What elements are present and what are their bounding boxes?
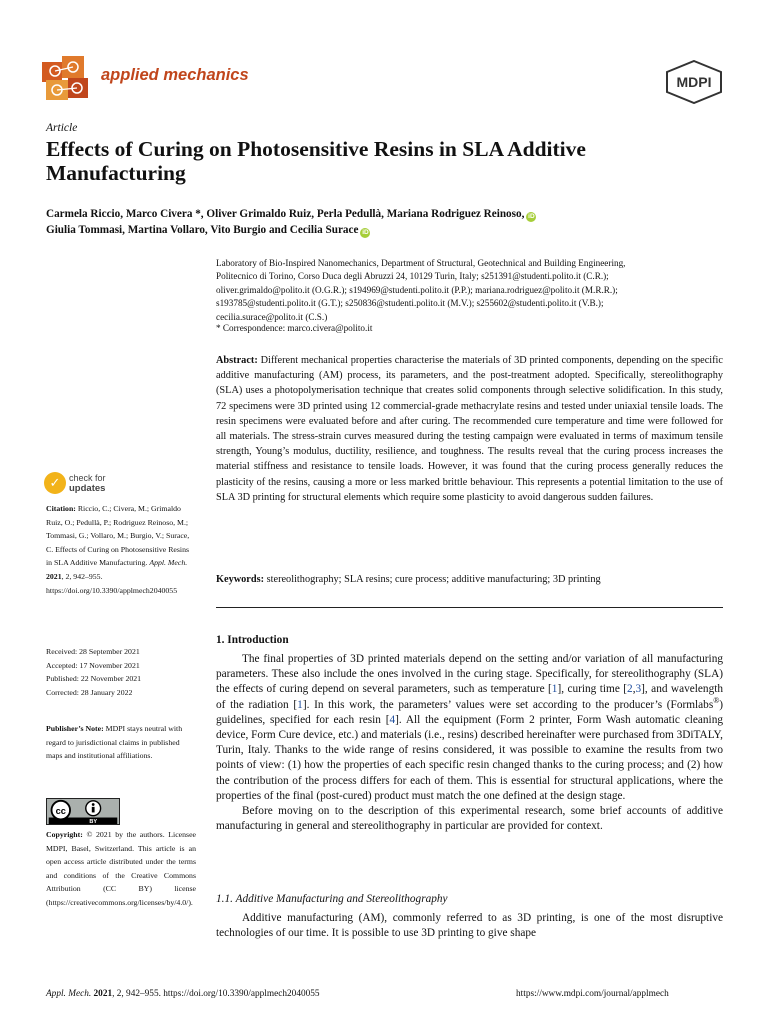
check-for-updates-label: check for updates: [69, 473, 106, 494]
paragraph: Before moving on to the description of this experimental research, some brief accounts of additive manufacturing in general and stereolithography in particular are provided for context.: [216, 805, 723, 833]
mdpi-logo-text: MDPI: [676, 74, 712, 90]
affiliation-line: s193785@studenti.polito.it (G.T.); s250836@studenti.polito.it (M.V.); s255602@studenti.polito.it (V.B.);: [216, 298, 604, 309]
citation-block: Citation: Riccio, C.; Civera, M.; Grimaldo Ruiz, O.; Pedullà, P.; Rodriguez Reinoso, M.; Tommasi, G.; Vollaro, M.; Burgio, V.; Surace, C. Effects of Curing on Photosensitive Resins in SLA Additive Manufacturing. Appl. Mech. 2021, 2, 942–955. https://doi.org/10.3390/applmech2040055: [46, 504, 190, 595]
keywords: [216, 574, 723, 585]
publication-dates: [46, 645, 196, 699]
footer-citation: Appl. Mech. 2021, 2, 942–955. https://doi.org/10.3390/applmech2040055: [46, 989, 320, 999]
svg-text:BY: BY: [89, 819, 98, 825]
check-icon: ✓: [44, 472, 66, 494]
authors-line-1: Carmela Riccio, Marco Civera *, Oliver Grimaldo Ruiz, Perla Pedullà, Mariana Rodriguez Reinoso,: [46, 208, 525, 220]
citation-link[interactable]: 3: [635, 683, 642, 696]
affiliation-line: Laboratory of Bio-Inspired Nanomechanics, Department of Structural, Geotechnical and Building Engineering,: [216, 258, 626, 268]
affiliation-line: cecilia.surace@polito.it (C.S.): [216, 311, 328, 322]
section-heading-introduction: 1. Introduction: [216, 634, 289, 646]
orcid-icon[interactable]: iD: [362, 229, 369, 236]
citation-link[interactable]: 1: [551, 683, 558, 696]
affiliation-line: Politecnico di Torino, Corso Duca degli Abruzzi 24, 10129 Turin, Italy; s251391@studenti.polito.it (C.R.);: [216, 271, 609, 282]
check-for-updates-button[interactable]: [44, 472, 154, 496]
authors-line-2: Giulia Tommasi, Martina Vollaro, Vito Burgio and Cecilia Surace: [46, 224, 359, 236]
citation-link[interactable]: 4: [389, 713, 396, 726]
affiliation: [216, 257, 726, 324]
cc-by-license-icon[interactable]: [46, 798, 120, 825]
footer-journal-link[interactable]: https://www.mdpi.com/journal/applmech: [516, 989, 669, 999]
author-list: [46, 206, 726, 238]
svg-text:cc: cc: [55, 805, 66, 816]
abstract: [216, 353, 723, 505]
abstract-text: Different mechanical properties characterise the materials of 3D printed components, depending on the specific additive manufacturing (AM) process, its parameters, and the post-treatment adopted. Specifically, stereolithography (SLA) uses a photopolymerisation technique that creates solid components through selective solidification. In this study, 72 specimens were 3D printed using 12 commercial-grade methacrylate resins and tested under uniaxial tensile loads. The resin specimens were evaluated before and after curing. The recommended cure temperature and time were followed for all materials. The stress-strain curves measured during the testing campaign were evaluated in terms of maximum tensile strength, Young’s modulus, ductility, resilience, and toughness. The results reveal that the curing process increases the material stiffness and resistance to tensile loads. However, it was found that the curing process generally reduces the plasticity of the resins, causing a more or less marked brittle behaviour. This represents a potential limitation to the use of SLA 3D printing for structural elements which require some plasticity to avoid dangerous sudden failures.: [216, 355, 723, 503]
citation-link[interactable]: 1: [297, 698, 303, 711]
orcid-icon[interactable]: iD: [528, 213, 535, 220]
keywords-text: stereolithography; SLA resins; cure process; additive manufacturing; 3D printing: [266, 574, 601, 585]
divider: [216, 607, 723, 608]
journal-name: applied mechanics: [101, 66, 249, 84]
journal-logo-icon: [42, 56, 90, 100]
mdpi-logo-icon: [665, 60, 723, 104]
correspondence: * Correspondence: marco.civera@polito.it: [216, 323, 373, 333]
corrected-date: Corrected: 28 January 2022: [46, 687, 133, 697]
affiliation-line: oliver.grimaldo@polito.it (O.G.R.); s194969@studenti.polito.it (P.P.); mariana.rodriguez@polito.it (M.R.R.);: [216, 284, 618, 295]
introduction-body: [216, 652, 723, 834]
published-date: Published: 22 November 2021: [46, 674, 142, 684]
keywords-label: Keywords:: [216, 574, 265, 585]
citation-link[interactable]: 2: [627, 683, 633, 696]
received-date: Received: 28 September 2021: [46, 647, 140, 656]
paragraph: The final properties of 3D printed materials depend on the setting and/or variation of all manufacturing parameters. These also include the ones involved in the curing stage. Specifically, for stereolithography (SLA) the effects of curing depend on several parameters, such as temperature [1], curing time [2,3], and wavelength of the radiation [1]. In this work, the parameters’ values were set according to the producer’s (Formlabs®) guidelines, specified for each resin [4]. All the equipment (Form 2 printer, Form Wash automatic cleaning device, Form Cure device, etc.) and materials (i.e., resins) described hereinafter were purchased from 3DiTALY, Turin, Italy. Thanks to the wide range of resins considered, it was possible to examine the results from two points of view: (1) how the properties of each specific resin changed thanks to the curing process; and (2) how the contribution of the process differs for each of them. This is essential for structural applications, where the properties of the final (post-cured) product must match the one defined at the design stage.: [216, 653, 723, 802]
publisher-note: Publisher’s Note: MDPI stays neutral with regard to jurisdictional claims in published maps and institutional affiliations.: [46, 724, 183, 761]
accepted-date: Accepted: 17 November 2021: [46, 660, 140, 670]
article-type: Article: [46, 122, 78, 134]
copyright-notice: Copyright: © 2021 by the authors. Licensee MDPI, Basel, Switzerland. This article is an open access article distributed under the terms and conditions of the Creative Commons Attribution (CC BY) license (https://creativecommons.org/licenses/by/4.0/).: [46, 830, 196, 907]
subsection-heading: 1.1. Additive Manufacturing and Stereolithography: [216, 893, 448, 905]
page-title: Effects of Curing on Photosensitive Resins in SLA Additive Manufacturing: [46, 137, 586, 185]
abstract-label: Abstract:: [216, 355, 258, 366]
paragraph: Additive manufacturing (AM), commonly referred to as 3D printing, is one of the most disruptive technologies of our time. It is possible to use 3D printing to give shape: [216, 912, 723, 940]
